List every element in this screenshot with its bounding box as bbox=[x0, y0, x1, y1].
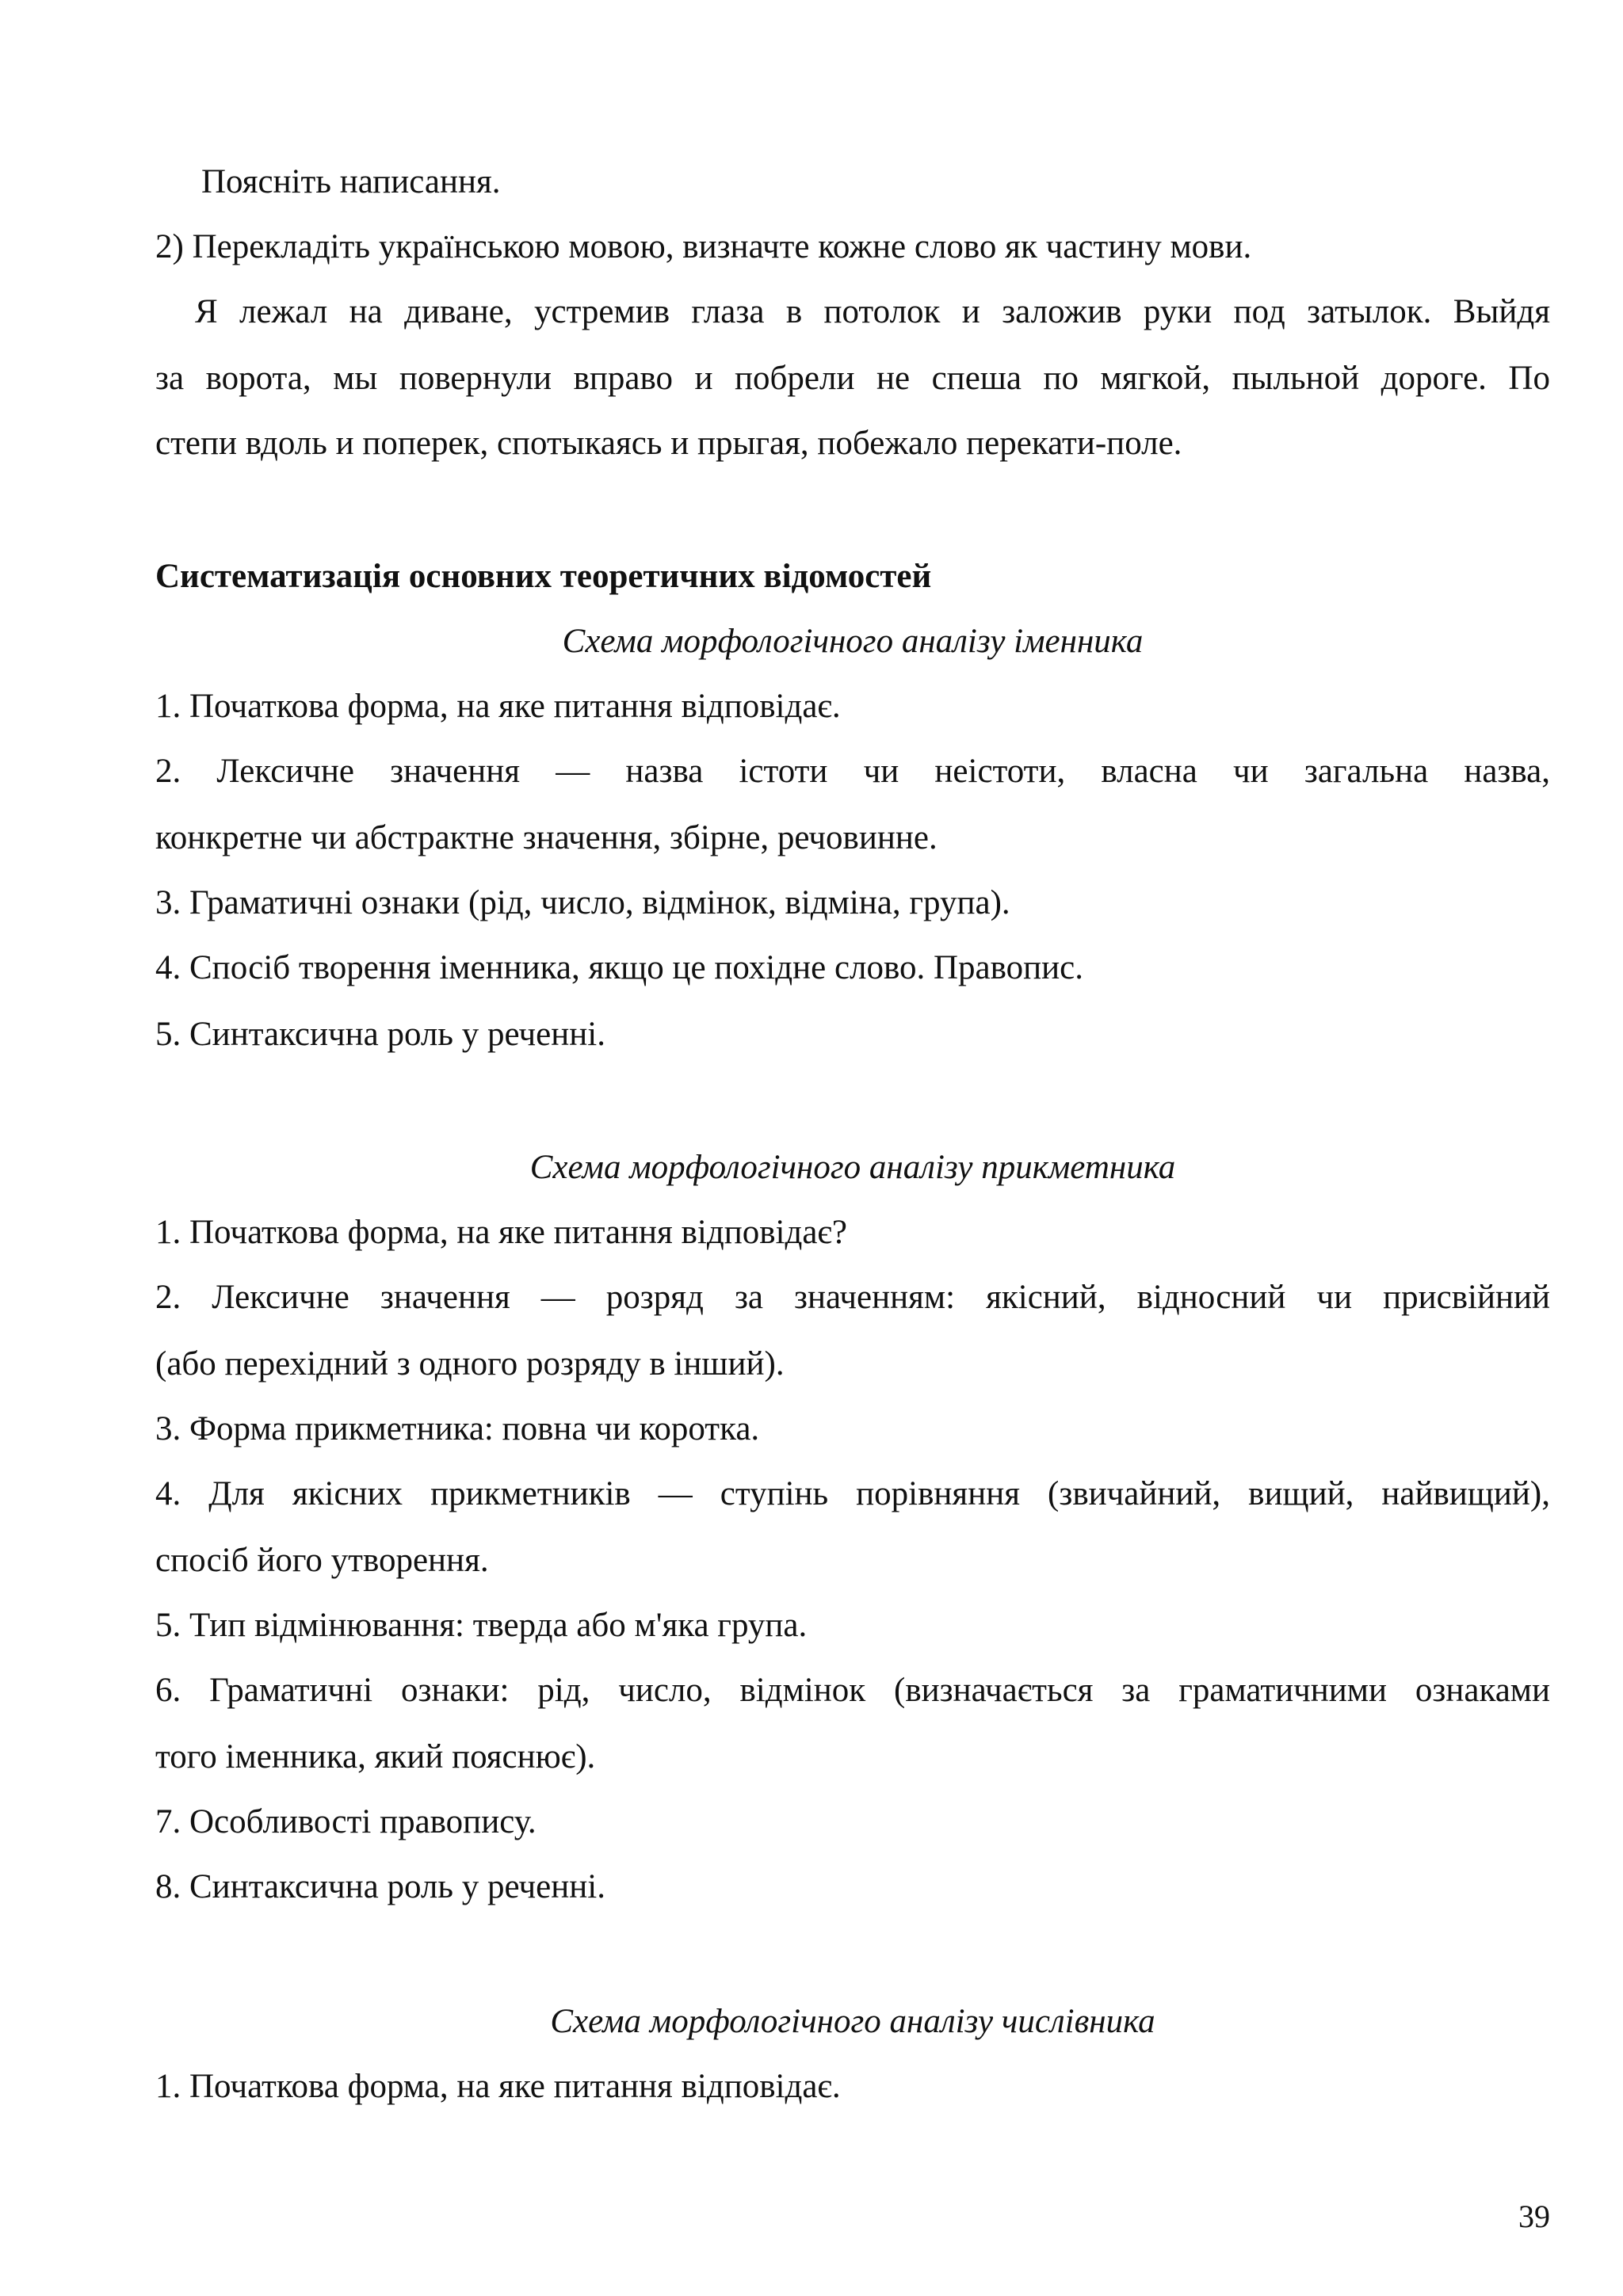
exercise-task-2: 2) Перекладіть українською мовою, визначте кожне слово як частину мови. bbox=[155, 228, 1252, 265]
adjective-scheme-item: 6. Граматичні ознаки: рід, число, відмінок (визначається за граматичними ознаками bbox=[155, 1672, 1550, 1709]
adjective-scheme-item: 8. Синтаксична роль у реченні. bbox=[155, 1868, 605, 1905]
noun-scheme-item: конкретне чи абстрактне значення, збірне, речовинне. bbox=[155, 819, 938, 856]
adjective-scheme-item: того іменника, який пояснює). bbox=[155, 1738, 596, 1775]
adjective-scheme-item: 4. Для якісних прикметників — ступінь порівняння (звичайний, вищий, найвищий), bbox=[155, 1475, 1550, 1512]
adjective-scheme-title: Схема морфологічного аналізу прикметника bbox=[529, 1149, 1176, 1186]
adjective-scheme-item: 1. Початкова форма, на яке питання відповідає? bbox=[155, 1214, 847, 1251]
numeral-scheme-title: Схема морфологічного аналізу числівника bbox=[550, 2003, 1155, 2040]
adjective-scheme-item: 2. Лексичне значення — розряд за значенням: якісний, відносний чи присвійний bbox=[155, 1279, 1550, 1316]
adjective-scheme-item: 3. Форма прикметника: повна чи коротка. bbox=[155, 1410, 760, 1447]
adjective-scheme-item: (або перехідний з одного розряду в інший). bbox=[155, 1345, 785, 1383]
adjective-scheme-item: спосіб його утворення. bbox=[155, 1542, 489, 1579]
exercise-explain-line: Поясніть написання. bbox=[201, 163, 501, 200]
adjective-scheme-item: 7. Особливості правопису. bbox=[155, 1803, 537, 1840]
numeral-scheme-item: 1. Початкова форма, на яке питання відповідає. bbox=[155, 2068, 841, 2105]
adjective-scheme-item: 5. Тип відмінювання: тверда або м'яка група. bbox=[155, 1607, 808, 1644]
noun-scheme-item: 2. Лексичне значення — назва істоти чи неістоти, власна чи загальна назва, bbox=[155, 753, 1550, 790]
page-number: 39 bbox=[1518, 2199, 1550, 2234]
noun-scheme-title: Схема морфологічного аналізу іменника bbox=[562, 623, 1144, 660]
noun-scheme-item: 4. Спосіб творення іменника, якщо це похідне слово. Правопис. bbox=[155, 949, 1084, 986]
russian-text-line-3: степи вдоль и поперек, спотыкаясь и прыгая, побежало перекати-поле. bbox=[155, 425, 1182, 462]
noun-scheme-item: 1. Початкова форма, на яке питання відповідає. bbox=[155, 688, 841, 725]
russian-text-line-2: за ворота, мы повернули вправо и побрели не спеша по мягкой, пыльной дороге. По bbox=[155, 360, 1550, 397]
russian-text-line-1: Я лежал на диване, устремив глаза в потолок и заложив руки под затылок. Выйдя bbox=[195, 293, 1550, 330]
noun-scheme-item: 5. Синтаксична роль у реченні. bbox=[155, 1016, 605, 1053]
section-heading: Систематизація основних теоретичних відомостей bbox=[155, 558, 932, 595]
noun-scheme-item: 3. Граматичні ознаки (рід, число, відмінок, відміна, група). bbox=[155, 884, 1010, 921]
